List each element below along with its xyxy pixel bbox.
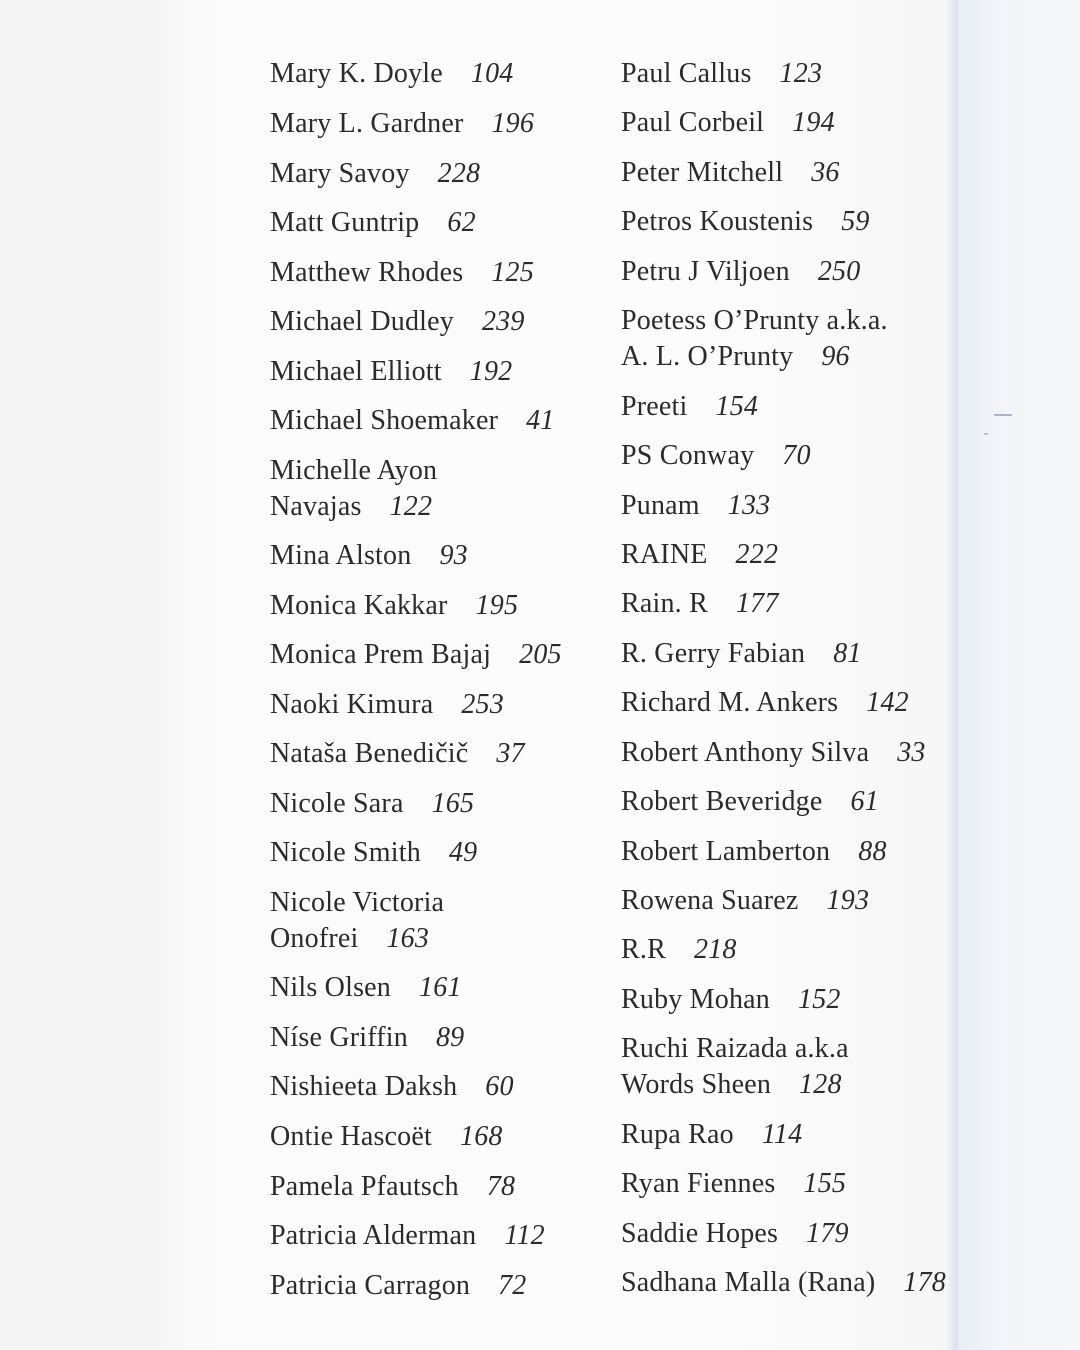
index-entry — [621, 303, 888, 375]
page-number: 154 — [715, 391, 759, 422]
page-number: 250 — [817, 256, 861, 287]
page-number: 133 — [727, 490, 771, 521]
page-number: 93 — [439, 540, 468, 571]
index-entry — [270, 1218, 545, 1254]
contributor-name: Ontie Hascoët — [270, 1121, 432, 1152]
page-number: 193 — [826, 885, 870, 916]
page-fold-shadow — [946, 0, 958, 1350]
contributor-name: Paul Callus — [621, 58, 752, 89]
index-entry — [270, 1069, 514, 1105]
contributor-name: Patricia Carragon — [270, 1270, 471, 1301]
page-number: 104 — [470, 58, 514, 89]
index-entry — [621, 883, 869, 919]
contributor-name: Michelle Ayon — [270, 455, 438, 486]
index-entry — [270, 156, 480, 192]
index-entry — [270, 304, 525, 340]
index-entry — [621, 932, 737, 968]
index-entry — [270, 354, 512, 390]
page-number: 72 — [498, 1270, 527, 1301]
contributor-name: Robert Lamberton — [621, 836, 831, 867]
contributor-name: Mary Savoy — [270, 158, 410, 189]
contributor-name-continued: Navajas — [270, 491, 362, 522]
page-number: 222 — [735, 539, 779, 570]
facing-page — [958, 0, 1080, 1350]
index-entry — [621, 735, 926, 771]
contributor-name: Matthew Rhodes — [270, 257, 464, 288]
index-entry — [621, 204, 870, 240]
index-entry — [270, 970, 462, 1006]
index-entry — [270, 403, 555, 439]
index-entry — [621, 1117, 802, 1153]
page-number: 152 — [798, 984, 841, 1015]
contributor-name-continued: Onofrei — [270, 923, 359, 954]
page-number: 33 — [897, 737, 926, 768]
contributor-name: Rupa Rao — [621, 1119, 734, 1150]
page-number: 168 — [460, 1121, 503, 1152]
contributor-name: Peter Mitchell — [621, 157, 784, 188]
index-entry — [621, 586, 779, 622]
index-entry — [270, 736, 525, 772]
contributor-name: Michael Shoemaker — [270, 405, 499, 436]
index-entry — [621, 488, 770, 524]
index-entry — [270, 205, 476, 241]
contributor-name: Mina Alston — [270, 540, 412, 571]
page-number: 178 — [903, 1267, 946, 1298]
index-entry — [270, 453, 437, 525]
index-entry — [621, 56, 822, 92]
page-number: 196 — [491, 108, 535, 139]
index-entry — [621, 834, 887, 870]
page-number: 89 — [435, 1022, 465, 1053]
index-entry — [270, 106, 534, 142]
contributor-name: Patricia Alderman — [270, 1220, 477, 1251]
page-number: 114 — [761, 1119, 803, 1150]
page-number: 155 — [803, 1168, 847, 1199]
index-entry — [621, 155, 840, 191]
page-number: 49 — [448, 837, 478, 868]
contributor-name: Nils Olsen — [270, 972, 391, 1003]
index-entry — [270, 538, 468, 574]
index-entry — [270, 885, 444, 957]
index-entry — [270, 588, 518, 624]
contributor-name: Naoki Kimura — [270, 689, 434, 720]
page-number: 59 — [841, 206, 870, 237]
page-number: 41 — [526, 405, 555, 436]
page-number: 218 — [693, 934, 737, 965]
page-number: 61 — [850, 786, 879, 817]
contributor-name-continued: Words Sheen — [621, 1069, 772, 1100]
contributor-name: Robert Beveridge — [621, 786, 823, 817]
contributor-name: Nicole Victoria — [270, 887, 445, 918]
contributor-name: PS Conway — [621, 440, 755, 471]
index-entry — [621, 389, 758, 425]
contributor-name: Nicole Sara — [270, 788, 404, 819]
page-number: 128 — [799, 1069, 842, 1100]
contributor-name: Mary L. Gardner — [270, 108, 464, 139]
index-entry — [270, 1268, 527, 1304]
index-entry — [621, 1031, 849, 1103]
contributor-name: Rain. R — [621, 588, 708, 619]
page-number: 81 — [833, 638, 862, 669]
page-number: 195 — [475, 590, 519, 621]
contributor-name-continued: A. L. O’Prunty — [621, 341, 794, 372]
index-entry — [621, 685, 909, 721]
index-entry — [270, 255, 534, 291]
contributor-name: Pamela Pfautsch — [270, 1171, 459, 1202]
page-number: 194 — [792, 107, 835, 138]
page-number: 163 — [386, 923, 430, 954]
index-entry — [621, 254, 860, 290]
contributor-name: Punam — [621, 490, 700, 521]
page-number: 96 — [821, 341, 850, 372]
index-entry — [270, 687, 504, 723]
page-number: 70 — [782, 440, 811, 471]
index-entry — [270, 1169, 515, 1205]
page-number: 60 — [485, 1071, 514, 1102]
page-number: 88 — [858, 836, 887, 867]
contributor-name: Nataša Benedičič — [270, 738, 469, 769]
index-entry — [621, 982, 841, 1018]
index-entry — [270, 786, 474, 822]
contributor-name: Ryan Fiennes — [621, 1168, 776, 1199]
contributor-name: Níse Griffin — [270, 1022, 408, 1053]
page-number: 253 — [461, 689, 504, 720]
index-entry — [270, 1020, 464, 1056]
contributor-name: Ruby Mohan — [621, 984, 770, 1015]
contributor-name: Nishieeta Daksh — [270, 1071, 458, 1102]
index-entry — [621, 105, 835, 141]
contributor-name: Petru J Viljoen — [621, 256, 790, 287]
page-number: 205 — [519, 639, 562, 670]
index-entry — [621, 537, 778, 573]
contributor-name: Michael Dudley — [270, 306, 454, 337]
index-entry — [621, 1166, 846, 1202]
index-entry — [621, 1265, 946, 1301]
page-number: 62 — [447, 207, 476, 238]
page-number: 78 — [486, 1171, 516, 1202]
contributor-name: Ruchi Raizada a.k.a — [621, 1033, 849, 1064]
page-number: 161 — [419, 972, 462, 1003]
page-number: 123 — [779, 58, 823, 89]
contributor-name: R. Gerry Fabian — [621, 638, 806, 669]
index-entry — [270, 637, 562, 673]
contributor-name: Poetess O’Prunty a.k.a. — [621, 305, 888, 336]
index-entry — [270, 835, 477, 871]
index-entry — [270, 1119, 503, 1155]
contributor-name: Mary K. Doyle — [270, 58, 443, 89]
page-number: 36 — [811, 157, 840, 188]
contributor-name: R.R — [621, 934, 666, 965]
contributor-name: Preeti — [621, 391, 688, 422]
contributor-name: Matt Guntrip — [270, 207, 420, 238]
contributor-name: Rowena Suarez — [621, 885, 799, 916]
contributor-name: Paul Corbeil — [621, 107, 765, 138]
contributor-name: Petros Koustenis — [621, 206, 814, 237]
contributor-name: Michael Elliott — [270, 356, 442, 387]
page-number: 228 — [437, 158, 481, 189]
contributor-name: Richard M. Ankers — [621, 687, 839, 718]
contributor-name: Robert Anthony Silva — [621, 737, 870, 768]
index-entry — [621, 636, 862, 672]
contributor-name: Monica Kakkar — [270, 590, 448, 621]
paper-mark — [984, 433, 988, 435]
contributor-name: RAINE — [621, 539, 708, 570]
page-number: 122 — [389, 491, 433, 522]
page-number: 239 — [481, 306, 525, 337]
contributor-name: Nicole Smith — [270, 837, 421, 868]
page-number: 125 — [491, 257, 534, 288]
index-entry — [621, 784, 879, 820]
page-number: 179 — [806, 1218, 849, 1249]
contributor-name: Saddie Hopes — [621, 1218, 779, 1249]
contributor-name: Sadhana Malla (Rana) — [621, 1267, 876, 1298]
contributor-name: Monica Prem Bajaj — [270, 639, 492, 670]
page-number: 37 — [496, 738, 525, 769]
index-entry — [621, 438, 811, 474]
page-number: 112 — [504, 1220, 545, 1251]
paper-mark — [994, 414, 1012, 416]
page-number: 192 — [469, 356, 513, 387]
index-entry — [621, 1216, 849, 1252]
page-number: 165 — [431, 788, 475, 819]
index-entry — [270, 56, 514, 92]
page-number: 142 — [866, 687, 909, 718]
page-number: 177 — [735, 588, 779, 619]
